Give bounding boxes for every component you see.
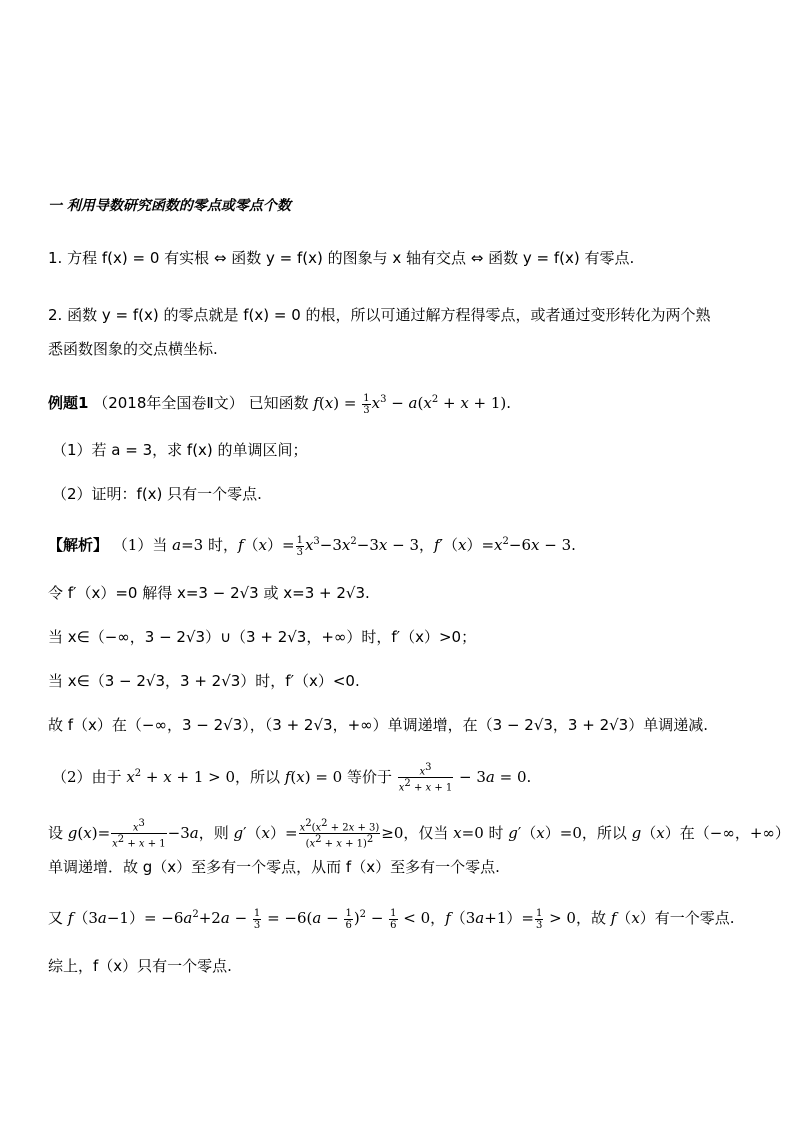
example-label: 例题1 xyxy=(48,394,89,412)
question-1: （1）若 a = 3，求 f(x) 的单调区间； xyxy=(52,441,308,459)
solution-line-3: 当 x∈（−∞，3 − 2√3）∪（3 + 2√3，+∞）时，f′（x）>0； xyxy=(48,628,477,646)
solution-label: 【解析】 xyxy=(48,536,109,554)
question-2: （2）证明：f(x) 只有一个零点. xyxy=(52,485,262,503)
solution-line-5: 故 f（x）在（−∞，3 − 2√3），（3 + 2√3，+∞）单调递增，在（3 − 2√3，3 + 2√3）单调递减. xyxy=(48,716,708,734)
example-statement: 已知函数 xyxy=(248,394,309,412)
example-source: （2018年全国卷Ⅱ文） xyxy=(93,394,244,412)
solution-conclusion: 综上，f（x）只有一个零点. xyxy=(48,957,232,975)
solution-g-definition: 设 g(x)= $\frac{x^3}{x^2 + x + 1}$ −3a，则 g′（x）= $\frac{x^2(x^2 + 2x + 3)}{(x^2 + x + 1)^2}$ ≥0，仅当 x=0 时 g′（x）=0，所以 g（x）在（−∞，+∞） xyxy=(48,818,790,850)
solution-evaluation: 又 $f(3a-1)= -6a^2+2a$ − $\frac{1}{3}$ = −6(a − $\frac{1}{6}$ )$^2$ − $\frac{1}{6}$ < 0，f（3a+1）= $\frac{1}{3}$ > 0，故 f（x）有一个零点. xyxy=(48,907,735,931)
function-definition: f(x) = $\frac{1}{3}$ $x^3 - a(x^2 + x + 1)$. xyxy=(313,392,512,416)
solution-line-4: 当 x∈（3 − 2√3，3 + 2√3）时，f′（x）<0. xyxy=(48,672,360,690)
point-1: 1. 方程 f(x) = 0 有实根 ⇔ 函数 y = f(x) 的图象与 x 轴有交点 ⇔ 函数 y = f(x) 有零点. xyxy=(48,249,635,267)
example-1-header xyxy=(48,390,754,416)
section-title: 一 利用导数研究函数的零点或零点个数 xyxy=(48,198,291,214)
point-2a: 2. 函数 y = f(x) 的零点就是 f(x) = 0 的根，所以可通过解方程得零点，或者通过变形转化为两个熟 xyxy=(48,306,711,324)
solution-part-2: （2）由于 $x^2 + x + 1 > 0$，所以 f(x) = 0 等价于 $\frac{x^3}{x^2 + x + 1}$ − 3a = 0. xyxy=(52,762,532,794)
point-2b: 悉函数图象的交点横坐标. xyxy=(48,340,218,358)
solution-line-6: 单调递增．故 g（x）至多有一个零点，从而 f（x）至多有一个零点. xyxy=(48,858,500,876)
solution-line-1: 【解析】 （1）当 a=3 时，f（x）= $\frac{1}{3}$ $x^3-3x^2-3x - 3$，$f'(x)=x^2-6x - 3$. xyxy=(48,534,576,558)
solution-line-2: 令 f′（x）=0 解得 x=3 − 2√3 或 x=3 + 2√3. xyxy=(48,584,370,602)
